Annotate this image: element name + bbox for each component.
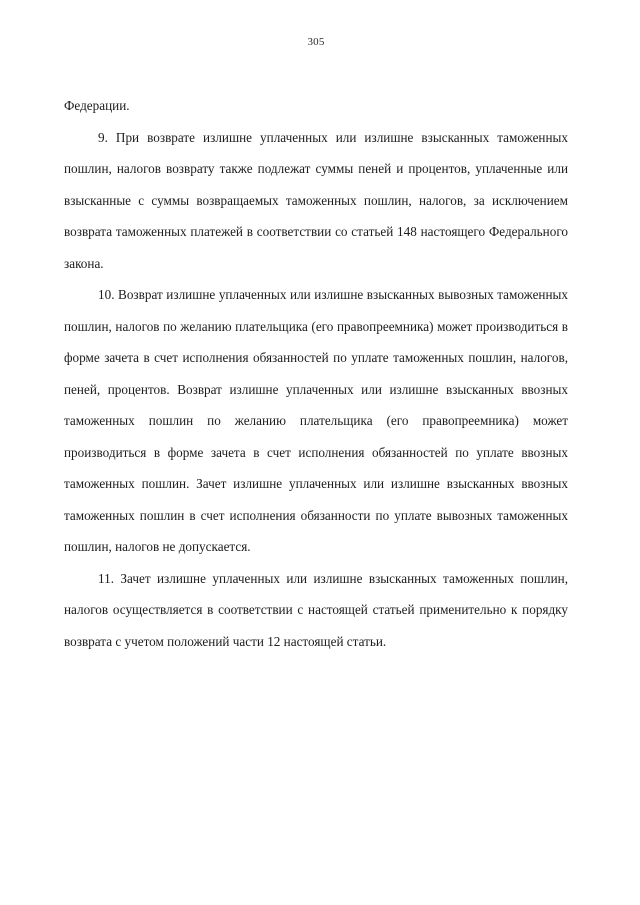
paragraph-item-11: 11. Зачет излишне уплаченных или излишне взысканных таможенных пошлин, налогов осуществляется в соответствии с настоящей статьей применительно к порядку возврата с учетом положений части 12 настоящей статьи. bbox=[64, 570, 568, 649]
page-number: 305 bbox=[307, 36, 325, 48]
document-body bbox=[64, 90, 568, 657]
paragraph-item-10: 10. Возврат излишне уплаченных или излишне взысканных вывозных таможенных пошлин, налогов по желанию плательщика (его правопреемника) может производиться в форме зачета в счет исполнения обязанностей по уплате таможенных пошлин, налогов, пеней, процентов. Возврат излишне уплаченных или излишне взысканных ввозных таможенных пошлин по желанию плательщика (его правопреемника) может производиться в форме зачета в счет исполнения обязанностей по уплате ввозных таможенных пошлин. Зачет излишне уплаченных или излишне взысканных ввозных таможенных пошлин в счет исполнения обязанности по уплате вывозных таможенных пошлин, налогов не допускается. bbox=[64, 287, 568, 554]
paragraph-continuation: Федерации. bbox=[64, 98, 130, 113]
paragraph-item-9: 9. При возврате излишне уплаченных или излишне взысканных таможенных пошлин, налогов возврату также подлежат суммы пеней и процентов, уплаченные или взысканные с суммы возвращаемых таможенных пошлин, налогов, за исключением возврата таможенных платежей в соответствии со статьей 148 настоящего Федерального закона. bbox=[64, 129, 568, 271]
